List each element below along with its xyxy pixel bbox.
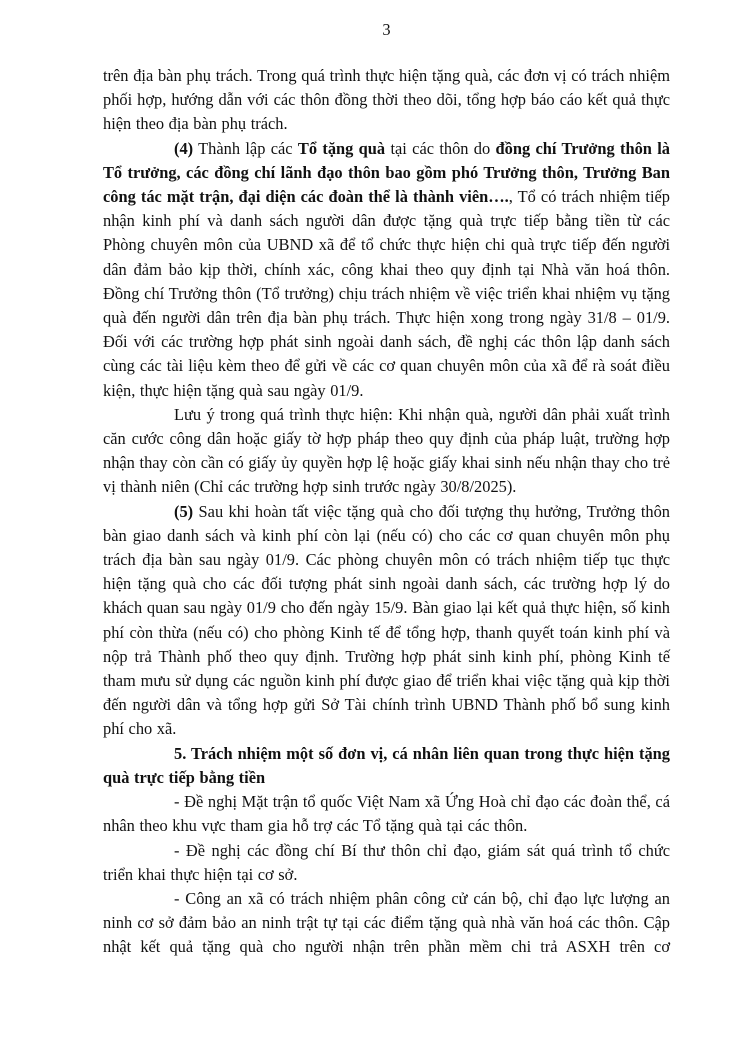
text-run: - Đề nghị các đồng chí Bí thư thôn chỉ đạo, giám sát quá trình tổ chức triển khai thực hiện tại cơ sở. (103, 840, 670, 884)
document-body (103, 64, 670, 960)
text-run: Sau khi hoàn tất việc tặng quà cho đối tượng thụ hưởng, Trưởng thôn bàn giao danh sách và kinh phí còn lại (nếu có) cho các cơ quan chuyên môn phụ trách địa bàn sau ngày 01/9. Các phòng chuyên môn có trách nhiệm tiếp tục thực hiện tặng quà cho các đối tượng phát sinh ngoài danh sách, các trường hợp lý do khách quan sau ngày 01/9 cho đến ngày 15/9. Bàn giao lại kết quả thực hiện, số kinh phí còn thừa (nếu có) cho phòng Kinh tế để tổng hợp, thanh quyết toán kinh phí và nộp trả Thành phố theo quy định. Trường hợp phát sinh kinh phí, phòng Kinh tế tham mưu sử dụng các nguồn kinh phí được giao để triển khai việc tặng quà kịp thời đến người dân và tổng hợp gửi Sở Tài chính trình UBND Thành phố bổ sung kinh phí cho xã. (103, 501, 670, 739)
para-dash-cong-an (103, 887, 670, 960)
text-run: trên địa bàn phụ trách. Trong quá trình thực hiện tặng quà, các đơn vị có trách nhiệm phối hợp, hướng dẫn với các thôn đồng thời theo dõi, tổng hợp báo cáo kết quả thực hiện theo địa bàn phụ trách. (103, 66, 670, 134)
para-dash-bi-thu (103, 839, 670, 887)
text-run-bold: (4) (174, 138, 194, 158)
text-run: , Tổ có trách nhiệm tiếp nhận kinh phí và danh sách người dân được tặng quà trực tiếp bằng tiền từ các Phòng chuyên môn của UBND xã để tổ chức thực hiện chi quà trực tiếp đến người dân đảm bảo kịp thời, chính xác, công khai theo quy định tại Nhà văn hoá thôn. Đồng chí Trưởng thôn (Tổ trưởng) chịu trách nhiệm về việc triển khai nhiệm vụ tặng quà đến người dân trên địa bàn phụ trách. Thực hiện xong trong ngày 31/8 – 01/9. Đối với các trường hợp phát sinh ngoài danh sách, đề nghị các thôn lập danh sách cùng các tài liệu kèm theo để gửi về các cơ quan chuyên môn của xã để rà soát điều kiện, thực hiện tặng quà sau ngày 01/9. (103, 187, 670, 400)
para-dash-mat-tran (103, 790, 670, 838)
text-run: - Đề nghị Mặt trận tổ quốc Việt Nam xã Ứng Hoà chỉ đạo các đoàn thể, cá nhân theo khu vực tham gia hỗ trợ các Tổ tặng quà tại các thôn. (103, 792, 670, 836)
para-item-4 (103, 137, 670, 403)
text-run-bold: 5. Trách nhiệm một số đơn vị, cá nhân liên quan trong thực hiện tặng quà trực tiếp bằng tiền (103, 743, 670, 787)
text-run-bold: (5) (174, 501, 194, 521)
text-run: tại các thôn do (385, 138, 496, 158)
text-run-bold: Tổ tặng quà (297, 138, 386, 158)
para-continuation (103, 64, 670, 137)
heading-section-5 (103, 742, 670, 790)
text-run: Lưu ý trong quá trình thực hiện: Khi nhận quà, người dân phải xuất trình căn cước công dân hoặc giấy tờ hợp pháp theo quy định của pháp luật, trường hợp nhận thay còn cần có giấy ủy quyền hợp lệ hoặc giấy khai sinh nếu nhận thay cho trẻ vị thành niên (Chỉ các trường hợp sinh trước ngày 30/8/2025). (103, 404, 670, 497)
page-number: 3 (382, 20, 391, 39)
text-run: Thành lập các (193, 138, 298, 158)
para-item-5 (103, 500, 670, 742)
para-luu-y (103, 403, 670, 500)
text-run-bold: đồng chí Trưởng thôn là Tổ trưởng, các đồng chí lãnh đạo thôn bao gồm phó Trưởng thôn, Trưởng Ban công tác mặt trận, đại diện các đoàn thể là thành viên…. (103, 138, 670, 207)
text-run: - Công an xã có trách nhiệm phân công cử cán bộ, chỉ đạo lực lượng an ninh cơ sở đảm bảo an ninh trật tự tại các điểm tặng quà nhà văn hoá các thôn. Cập nhật kết quả tặng quà cho người nhận trên phần mềm chi trả ASXH trên cơ (103, 888, 670, 957)
